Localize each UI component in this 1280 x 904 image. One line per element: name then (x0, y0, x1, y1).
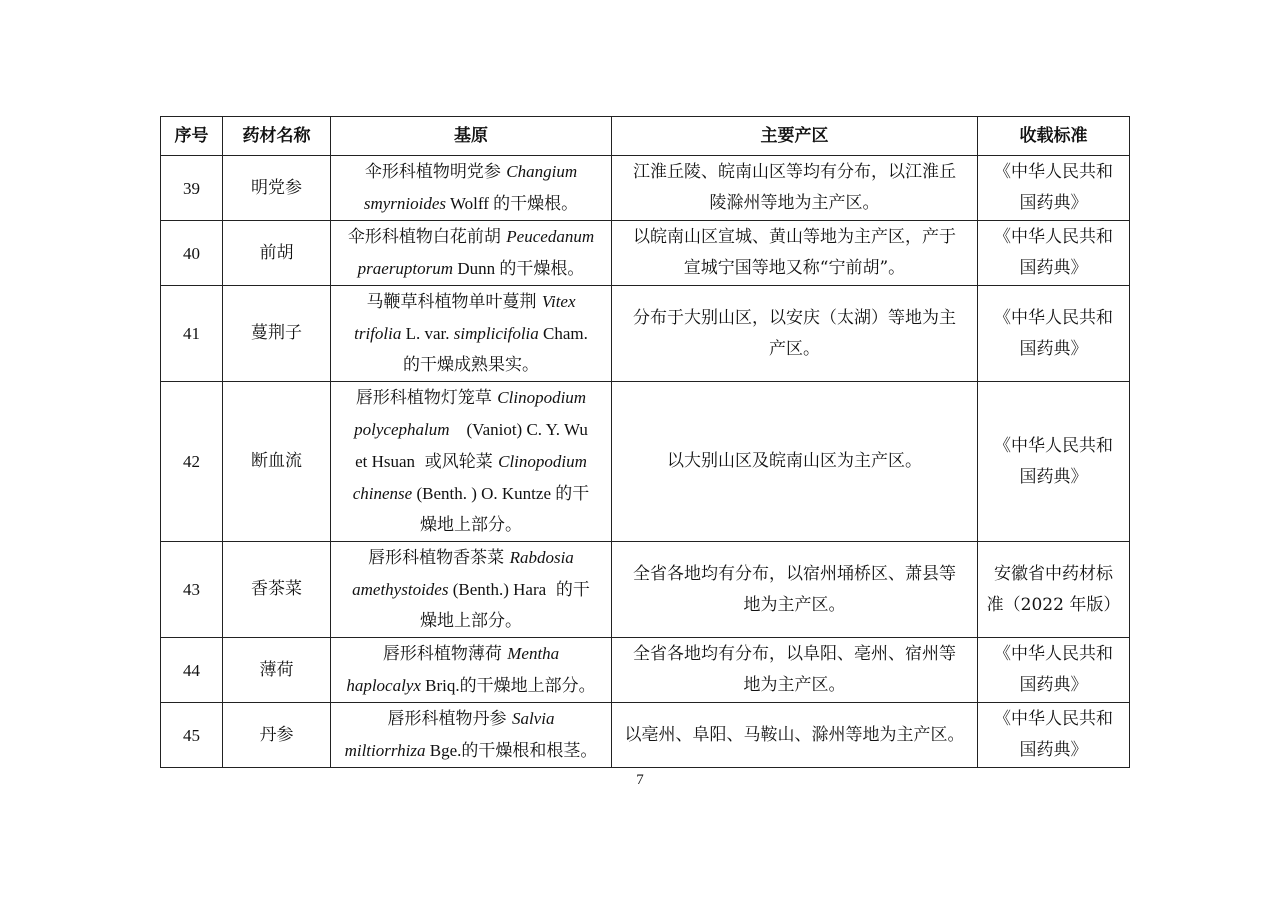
source-line (335, 156, 607, 188)
source-line (335, 382, 607, 414)
latin-name: Mentha (507, 644, 560, 663)
latin-name: miltiorrhiza (344, 741, 426, 760)
region-line: 以大别山区及皖南山区为主产区。 (667, 451, 922, 471)
table-row (161, 638, 1130, 703)
table-row (161, 156, 1130, 221)
authority-text: Briq. (420, 676, 460, 695)
authority-text: (Benth.) Hara (448, 580, 551, 599)
latin-name: Clinopodium (498, 452, 587, 471)
cell-no: 44 (161, 638, 223, 703)
source-line (335, 638, 607, 670)
authority-text: et Hsuan (355, 452, 420, 471)
region-line: 分布于大别山区，以安庆（太湖）等地为主 (633, 307, 956, 328)
standard-line: 国药典》 (1019, 466, 1088, 487)
source-text: 的干 (555, 484, 590, 504)
source-line (335, 478, 607, 510)
cell-no: 42 (161, 382, 223, 542)
header-region: 主要产区 (612, 117, 978, 156)
cell-no: 41 (161, 286, 223, 382)
latin-name: trifolia (354, 324, 402, 343)
latin-name: Peucedanum (506, 227, 595, 246)
authority-text: Bge. (425, 741, 462, 760)
source-line (335, 253, 607, 285)
cell-source (331, 221, 612, 286)
region-line: 江淮丘陵、皖南山区等均有分布，以江淮丘 (633, 162, 956, 182)
authority-text: Wolff (446, 194, 494, 213)
cell-name: 明党参 (223, 156, 331, 221)
standard-line: 准（2022 年版） (986, 594, 1121, 615)
latin-name: simplicifolia (453, 324, 539, 343)
source-line (335, 606, 607, 637)
header-name: 药材名称 (223, 117, 331, 156)
source-text: 马鞭草科植物单叶蔓荆 (366, 292, 542, 312)
source-text: 或风轮菜 (419, 452, 499, 472)
authority-text: (Benth. ) O. Kuntze (412, 484, 556, 503)
cell-no: 43 (161, 542, 223, 638)
standard-line: 国药典》 (1019, 675, 1088, 695)
source-text: 的干 (550, 580, 590, 600)
table-row (161, 221, 1130, 286)
source-text: 的干燥成熟果实。 (403, 355, 539, 375)
latin-name: amethystoides (352, 580, 449, 599)
source-line (335, 703, 607, 735)
cell-name: 薄荷 (223, 638, 331, 703)
cell-source (331, 703, 612, 768)
latin-name: Changium (506, 162, 578, 181)
source-text: 伞形科植物明党参 (364, 162, 507, 182)
cell-region (612, 382, 978, 542)
source-line (335, 286, 607, 318)
cell-name: 蔓荆子 (223, 286, 331, 382)
source-text: 燥地上部分。 (420, 611, 522, 631)
cell-no: 39 (161, 156, 223, 221)
region-line: 以皖南山区宣城、黄山等地为主产区，产于 (633, 227, 956, 247)
cell-source (331, 156, 612, 221)
standard-line: 国药典》 (1019, 338, 1088, 359)
standard-line: 国药典》 (1019, 740, 1088, 760)
table-body (161, 156, 1130, 768)
page-number: 7 (636, 772, 644, 788)
source-text: 燥地上部分。 (420, 515, 522, 535)
cell-name: 丹参 (223, 703, 331, 768)
cell-source (331, 286, 612, 382)
latin-name: Clinopodium (497, 388, 587, 407)
latin-name: haplocalyx (346, 676, 421, 695)
source-line (335, 318, 607, 350)
latin-name: chinense (352, 484, 413, 503)
cell-standard (978, 542, 1130, 638)
cell-no: 40 (161, 221, 223, 286)
source-text: 的干燥根。 (499, 259, 585, 279)
cell-region (612, 221, 978, 286)
source-line (335, 735, 607, 767)
table-header (161, 117, 1130, 156)
region-line: 陵滁州等地为主产区。 (709, 193, 880, 213)
source-text: 的干燥地上部分。 (459, 676, 596, 696)
source-line (335, 574, 607, 606)
cell-no: 45 (161, 703, 223, 768)
table-row (161, 286, 1130, 382)
cell-name: 香茶菜 (223, 542, 331, 638)
standard-line: 《中华人民共和 (994, 435, 1113, 456)
source-line (335, 446, 607, 478)
herb-table (160, 116, 1130, 768)
cell-name: 前胡 (223, 221, 331, 286)
source-line (335, 350, 607, 381)
cell-standard (978, 382, 1130, 542)
standard-line: 《中华人民共和 (994, 162, 1113, 182)
cell-source (331, 638, 612, 703)
source-text: 唇形科植物灯笼草 (355, 388, 498, 408)
cell-standard (978, 221, 1130, 286)
region-line: 全省各地均有分布，以宿州埇桥区、萧县等 (633, 563, 956, 584)
source-line (335, 414, 607, 446)
source-text: 的干燥根和根茎。 (461, 741, 598, 761)
latin-name: smyrnioides (363, 194, 447, 213)
header-no: 序号 (161, 117, 223, 156)
table-row (161, 542, 1130, 638)
cell-standard (978, 638, 1130, 703)
source-line (335, 221, 607, 253)
header-standard: 收载标准 (978, 117, 1130, 156)
latin-name: Vitex (541, 292, 576, 311)
region-line: 地为主产区。 (743, 675, 846, 695)
standard-line: 国药典》 (1019, 258, 1088, 278)
standard-line: 《中华人民共和 (994, 644, 1113, 664)
authority-text: Dunn (453, 259, 500, 278)
standard-line: 国药典》 (1019, 193, 1088, 213)
latin-name: Salvia (511, 709, 555, 728)
table-row (161, 703, 1130, 768)
cell-region (612, 286, 978, 382)
source-line (335, 188, 607, 220)
latin-name: praeruptorum (357, 259, 454, 278)
cell-region (612, 638, 978, 703)
authority-text: L. var. (401, 324, 454, 343)
standard-line: 《中华人民共和 (994, 307, 1113, 328)
cell-standard (978, 286, 1130, 382)
table-row (161, 382, 1130, 542)
latin-name: polycephalum (354, 420, 450, 439)
authority-text: Cham. (538, 324, 588, 343)
source-line (335, 542, 607, 574)
region-line: 产区。 (769, 338, 820, 359)
source-text: 伞形科植物白花前胡 (347, 227, 507, 247)
cell-standard (978, 703, 1130, 768)
cell-standard (978, 156, 1130, 221)
cell-region (612, 156, 978, 221)
standard-line: 《中华人民共和 (994, 709, 1113, 729)
source-text: 唇形科植物丹参 (387, 709, 512, 729)
cell-source (331, 542, 612, 638)
header-row (161, 117, 1130, 156)
cell-source (331, 382, 612, 542)
authority-text: (Vaniot) C. Y. Wu (449, 420, 588, 439)
region-line: 全省各地均有分布，以阜阳、亳州、宿州等 (633, 644, 956, 664)
cell-region (612, 703, 978, 768)
region-line: 以亳州、阜阳、马鞍山、滁州等地为主产区。 (624, 724, 965, 745)
source-line (335, 510, 607, 541)
standard-line: 安徽省中药材标 (994, 563, 1113, 584)
region-line: 宣城宁国等地又称“宁前胡”。 (683, 258, 906, 278)
standard-line: 《中华人民共和 (994, 227, 1113, 247)
source-text: 唇形科植物薄荷 (382, 644, 508, 664)
cell-region (612, 542, 978, 638)
source-line (335, 670, 607, 702)
header-source: 基原 (331, 117, 612, 156)
cell-name: 断血流 (223, 382, 331, 542)
source-text: 唇形科植物香茶菜 (368, 548, 510, 568)
region-line: 地为主产区。 (743, 594, 846, 615)
source-text: 的干燥根。 (493, 194, 579, 214)
latin-name: Rabdosia (509, 548, 574, 567)
